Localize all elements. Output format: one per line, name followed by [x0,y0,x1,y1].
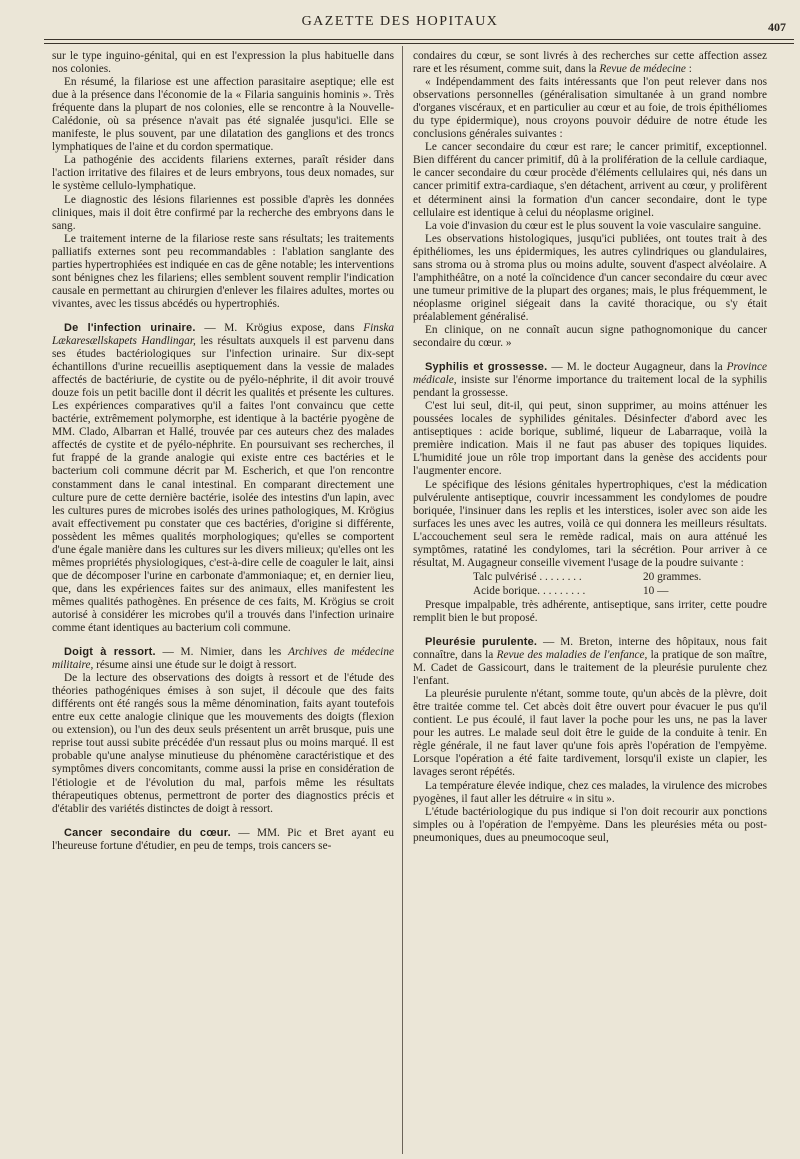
paragraph: Presque impalpable, très adhérente, antiseptique, sans irriter, cette poudre remplit bien le but proposé. [413,598,767,624]
paragraph [413,50,767,76]
formula-ingredient: Acide borique. . . . . . . . . [473,584,586,597]
header-rule [44,39,794,40]
section-heading: Doigt à ressort. [64,646,156,659]
paragraph: C'est lui seul, dit-il, qui peut, sinon supprimer, au moins atténuer les poussées locales de syphilides génitales. Désinfecter d'abord avec les antiseptiques : acide borique, sublimé, liqueur de Labarraque, voilà la première indication. Mais il ne faut pas abuser des topiques liquides. L'humidité joue un rôle trop important dans la genèse des accidents pour l'augmenter encore. [413,400,767,478]
quote-paragraph: « Indépendamment des faits intéressants que l'on peut relever dans nos observations personnelles (généralisation simultanée à un grand nombre d'organes viscéraux, et en particulier au cœur et au foie, de trois épithéliomes du type épidermique), nous croyons pouvoir déduire de notre étude les conclusions générales suivantes : [413,76,767,141]
paragraph: Le traitement interne de la filariose reste sans résultats; les traitements palliatifs externes sont peu recommandables : l'ablation sanglante des parties hypertrophiées est indiquée en cas de gêne notable; les interventions sont bénignes chez les filariens; elles semblent souvent remplir l'indication causale en permettant au chirurgien d'enlever les filaires adultes, mortes ou vivantes, avec les tissus abcédés ou hypertrophiés. [52,232,394,310]
source-title: Finska Lækaresællskapets Handlingar, [52,321,394,347]
paragraph-text: : [685,63,692,76]
paragraph: Le spécifique des lésions génitales hypertrophiques, c'est la médication pulvérulente antiseptique, couvrir incessamment les condylomes de poudre boriquée, l'insinuer dans les replis et les interstices, isoler avec son aide les surfaces les unes avec les autres, voilà ce qui donnera les meilleurs résultats. L'accouchement seul sera le remède radical, mais on aura atténué les symptômes, ratatiné les condylomes, tari la sécrétion. Pour arriver à ce résultat, M. Augagneur conseille vivement l'usage de la poudre suivante : [413,478,767,569]
paragraph: La pathogénie des accidents filariens externes, paraît résider dans l'action irritative des filaires et de leurs embryons, tous deux nomades, sur le système cellulo-lymphatique. [52,154,394,193]
column-divider [402,46,403,1154]
section-pleuresie-purulente [413,636,767,688]
section-doigt-a-ressort [52,646,394,672]
source-title: Revue de médecine [599,63,686,76]
quote-paragraph: La voie d'invasion du cœur est le plus souvent la voie vasculaire sanguine. [425,219,762,232]
section-intro: — M. Nimier, dans les [155,646,289,659]
source-title: Archives de médecine militaire, [52,646,394,672]
section-text: résume ainsi une étude sur le doigt à ressort. [93,659,297,672]
formula-line [413,585,767,598]
section-text: les résultats auxquels il est parvenu dans ses études bactériologiques sur l'infection urinaire. Sur dix-sept échantillons d'urine recueillis aseptiquement dans la vessie de malades affectés de bactériurie, de cystite ou de pyélo-néphrite, il dit avoir trouvé douze fois un petit bacille dont il décrit les qualités et présente les cultures. Les expériences comparatives qu'il a faites l'ont convaincu que cette bactérie, extrêmement polymorphe, est identique à la bactérie pyogène de MM. Clado, Albarran et Hallé, trouvée par ces auteurs chez des malades affectés de cystite et de pyélo-néphrite. En poursuivant ses recherches, il fut frappé de la grande analogie qui existe entre ces bactéries et le bacterium coli commune décrit par M. Escherich, et que l'on rencontre constamment dans le canal intestinal. En comparant directement une culture pure de cette dernière bactérie, isolée des intestins d'un lapin, avec les cultures pures de microbes isolés des urines pathologiques, M. Krögius avait effectivement pu constater que ces bactéries, d'origine si différente, possèdent les mêmes qualités morphologiques; qu'elles se comportent d'une égale manière dans les cultures sur les divers milieux; qu'elles ont les mêmes propriétés physiologiques, c'est-à-dire celle de coaguler le lait, ainsi que de décomposer l'urine en carbonate d'ammoniaque; et, en dernier lieu, que, dans les expériences faites sur des animaux, elles manifestent les mêmes qualités pathogènes. En présence de ces faits, M. Krögius se croit autorisé à considérer les microbes qu'il a trouvés dans l'infection urinaire comme étant identiques au bacterium coli commune. [52,334,394,635]
paragraph: De la lecture des observations des doigts à ressort et de l'étude des théories pathogéniques émises à son sujet, il découle que des faits différents ont été rangés sous la même dénomination, faits ayant toutefois entre eux cette analogie clinique que les mouvements des doigts (flexion ou extension), ou l'un des deux seuls présentent un arrêt brusque, puis une reprise tout aussi subite précédée d'un ressaut plus ou moins marqué. Il est probable qu'une analyse minutieuse du phénomène caractéristique et des symptômes divers concomitants, comme aussi la prise en considération de l'étiologie et de l'évolution du mal, parfois même les résultats thérapeutiques obtenus, permettront de porter des diagnostics précis et d'établir des variétés distinctes de doigt à ressort. [52,672,394,815]
formula-quantity: 10 — [643,584,669,597]
section-cancer-secondaire [52,827,394,853]
quote-paragraph: Le cancer secondaire du cœur est rare; le cancer primitif, exceptionnel. Bien différent du cancer primitif, dû à la prolifération de la cellule cardiaque, le cancer secondaire du cœur procède d'éléments cellulaires qui, nés dans un cancer primitif extra-cardiaque, s'en détachent, arrivent au cœur, y prolifèrent et déterminent ainsi la formation d'un cancer secondaire, dont le type cellulaire est identique à celui du néoplasme originel. [413,141,767,219]
source-title: Province médicale, [413,361,767,387]
paragraph-text: condaires du cœur, se sont livrés à des recherches sur cette affection assez rare et les résument, comme suit, dans la [413,50,767,76]
section-text: la pratique de son maître, M. Cadet de Gassicourt, dans le traitement de la pleurésie purulente chez l'enfant. [413,649,768,688]
section-intro: — M. Krögius expose, dans [195,321,364,334]
paragraph: En résumé, la filariose est une affection parasitaire aseptique; elle est due à la présence dans l'économie de la « Filaria sanguinis hominis ». Très fréquente dans la plupart de nos colonies, elle se rencontre à la Nouvelle-Calédonie, où sa présence n'avait pas été signalée jusqu'ici. Elle se manifeste, le plus souvent, par une dilatation des ganglions et des troncs lymphatiques de l'aine et du cordon spermatique. [52,76,394,154]
formula-quantity: 20 grammes. [643,570,702,583]
quote-paragraph: En clinique, on ne connaît aucun signe pathognomonique du cancer secondaire du cœur. » [413,323,767,350]
section-intro: — M. Breton, interne des hôpitaux, nous fait connaître, dans la [413,636,767,662]
source-title: Revue des maladies de l'enfance, [496,649,648,662]
formula-line [413,571,767,584]
paragraph: La température élevée indique, chez ces malades, la virulence des microbes pyogènes, il faut aller les détruire « in situ ». [413,779,767,805]
right-column [413,50,767,845]
left-column [52,50,394,853]
formula-ingredient: Talc pulvérisé . . . . . . . . [473,570,582,583]
paragraph: Le diagnostic des lésions filariennes est possible d'après les données cliniques, mais il doit être confirmé par la recherche des embryons dans le sang. [52,193,394,232]
section-syphilis-grossesse [413,361,767,400]
section-heading: Syphilis et grossesse. [425,361,548,374]
section-text: insiste sur l'énorme importance du traitement local de la syphilis pendant la grossesse. [413,374,767,400]
paragraph: La pleurésie purulente n'étant, somme toute, qu'un abcès de la plèvre, doit être traitée comme tel. Cet abcès doit être ouvert pour évacuer le pus qu'il contient. Le pus écoulé, il faut laver la poche pour les uns, ne pas la laver pour les autres. Le malade seul doit être le guide de la conduite à tenir. En règle générale, il ne faut laver qu'une fois après l'opération de l'empyème. Lorsque l'opération a été faite tardivement, lorsqu'il existe un clapier, les lavages seront répétés. [413,688,767,779]
section-intro: — M. le docteur Augagneur, dans la [547,361,727,374]
running-title: GAZETTE DES HOPITAUX [301,14,499,29]
section-text: — MM. Pic et Bret ayant eu l'heureuse fortune d'étudier, en peu de temps, trois cancers se- [52,826,394,852]
quote-paragraph: Les observations histologiques, jusqu'ici publiées, ont toutes trait à des épithéliomes, les uns épidermiques, les autres cylindriques ou glandulaires, sans stroma ou à stroma plus ou moins adulte, souvent d'aspect alvéolaire. A l'amphithéâtre, on a noté la coïncidence d'un cancer secondaire du cœur avec une tumeur primitive de la plupart des organes; mais, le plus fréquemment, le néoplasme originel siégeait dans la cavité thoracique, ou s'y était préalablement généralisé. [413,232,767,323]
paragraph: sur le type inguino-génital, qui en est l'expression la plus habituelle dans nos colonies. [52,50,394,76]
section-heading: De l'infection urinaire. [64,321,196,334]
section-infection-urinaire [52,322,394,635]
header-rule-double [44,43,794,44]
section-heading: Cancer secondaire du cœur. [64,826,231,839]
page-number: 407 [768,20,786,34]
section-heading: Pleurésie purulente. [425,636,538,649]
paragraph: L'étude bactériologique du pus indique si l'on doit recourir aux ponctions simples ou à l'opération de l'empyème. Dans les pleurésies méta ou post-pneumoniques, dues au pneumocoque seul, [413,805,767,844]
